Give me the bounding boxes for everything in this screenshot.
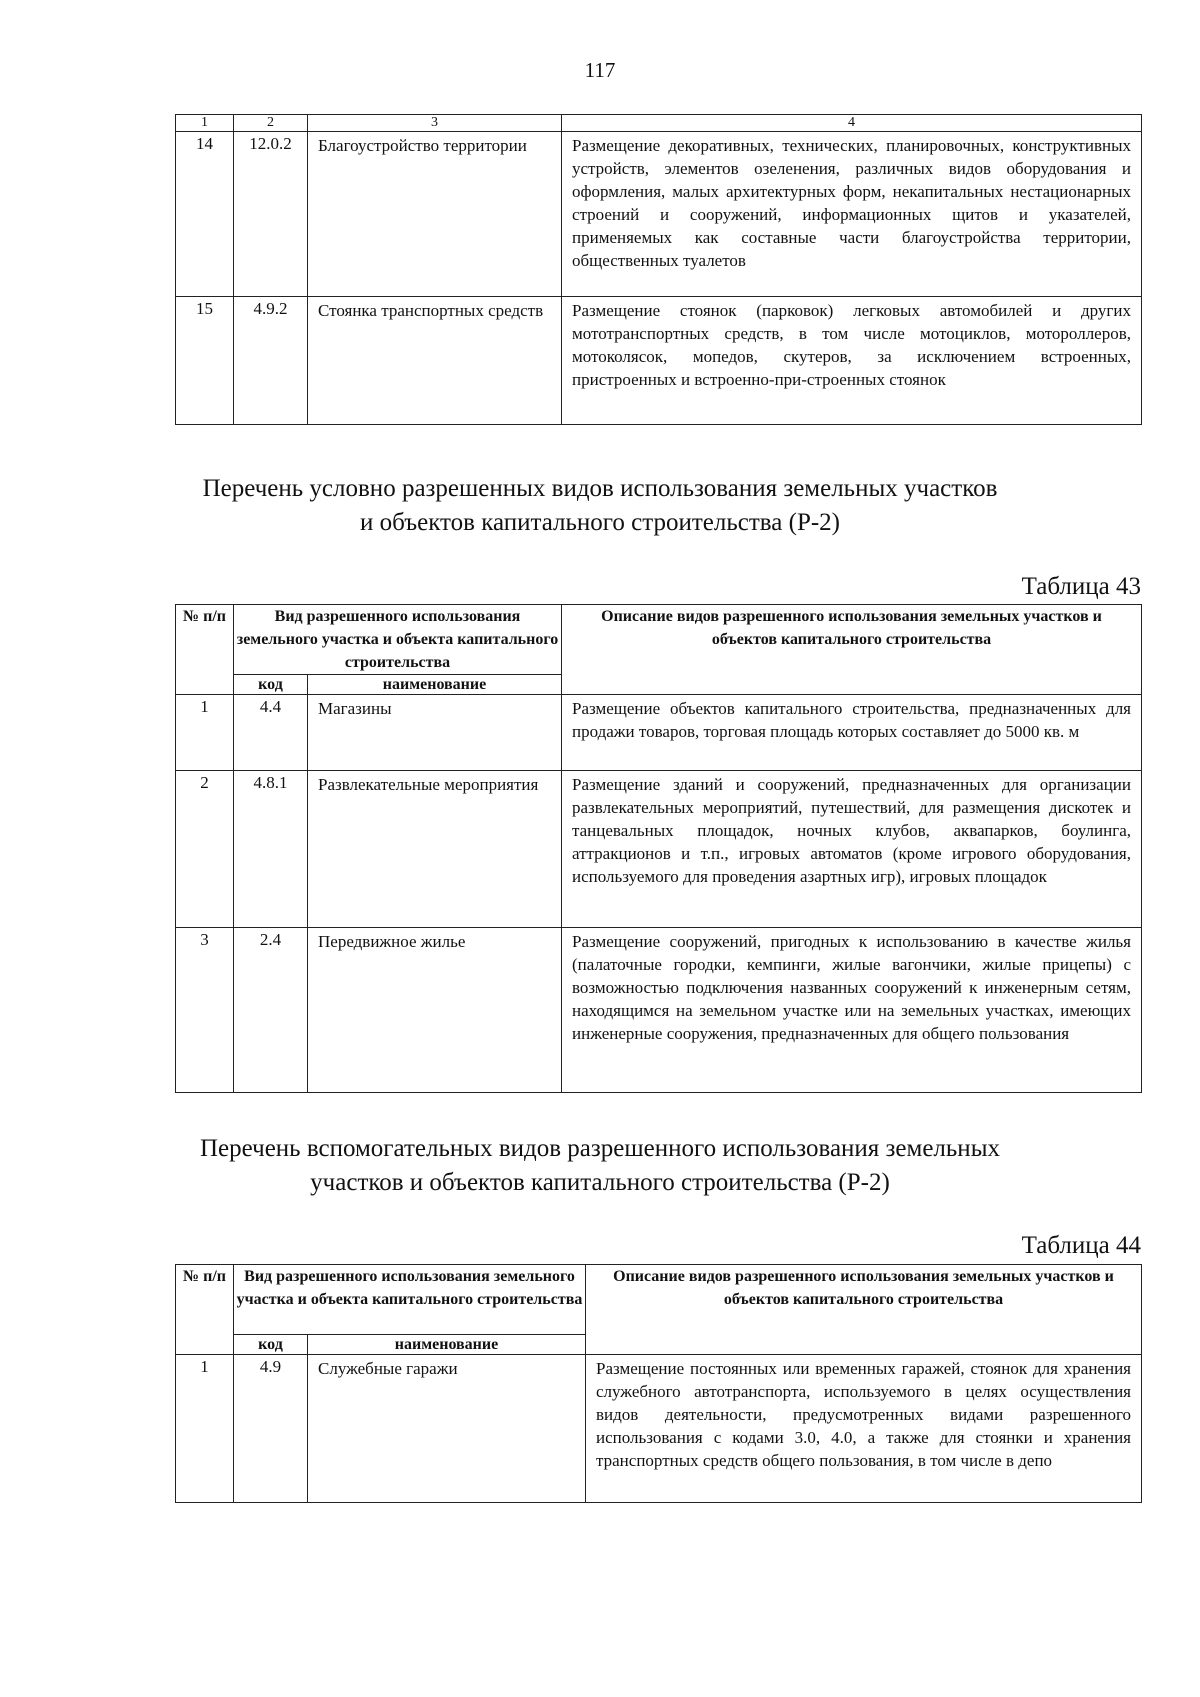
header-num: № п/п [176,605,234,695]
header-type-group: Вид разрешенного использования земельного участка и объекта капитального строительства [234,605,562,675]
row-name: Магазины [308,695,562,771]
header-code: код [234,1335,308,1355]
row-name: Развлекательные мероприятия [308,771,562,928]
row-number: 3 [176,928,234,1093]
row-name: Стоянка транспортных средств [308,297,562,425]
table-44-label: Таблица 44 [1021,1232,1141,1259]
row-description: Размещение зданий и сооружений, предназначенных для организации развлекательных мероприятий, путешествий, для размещения дискотек и танцевальных площадок, ночных клубов, аквапарков, боулинга, аттракционов и т.п., игровых автоматов (кроме игрового оборудования, используемого для проведения азартных игр), игровых площадок [562,771,1142,928]
continued-table [175,114,1142,425]
row-description: Размещение стоянок (парковок) легковых автомобилей и других мототранспортных средств, в том числе мотоциклов, мотороллеров, мотоколясок, мопедов, скутеров, за исключением встроенных, пристроенных и встроенно-при-строенных стоянок [562,297,1142,425]
row-description: Размещение сооружений, пригодных к использованию в качестве жилья (палаточные городки, кемпинги, жилые вагончики, жилые прицепы) с возможностью подключения названных сооружений к инженерным сетям, находящимся на земельном участке или на земельных участках, имеющих инженерные сооружения, предназначенных для общего пользования [562,928,1142,1093]
table-44 [175,1264,1142,1503]
table-row [176,695,1142,771]
row-name: Передвижное жилье [308,928,562,1093]
header-type-group: Вид разрешенного использования земельного участка и объекта капитального строительства [234,1265,586,1335]
row-name: Служебные гаражи [308,1355,586,1503]
row-code: 4.4 [234,695,308,771]
column-number: 4 [562,115,1142,132]
table-43 [175,604,1142,1093]
row-name: Благоустройство территории [308,132,562,297]
table-row [176,928,1142,1093]
table-row [176,132,1142,297]
column-number: 1 [176,115,234,132]
row-number: 14 [176,132,234,297]
row-description: Размещение декоративных, технических, планировочных, конструктивных устройств, элементов озеленения, различных видов оборудования и оформления, малых архитектурных форм, некапитальных нестационарных строений и сооружений, информационных щитов и указателей, применяемых как составные части благоустройства территории, общественных туалетов [562,132,1142,297]
row-number: 15 [176,297,234,425]
row-code: 2.4 [234,928,308,1093]
row-code: 4.9 [234,1355,308,1503]
row-number: 2 [176,771,234,928]
row-code: 4.9.2 [234,297,308,425]
row-number: 1 [176,1355,234,1503]
row-code: 12.0.2 [234,132,308,297]
column-number-row [176,115,1142,132]
table-row [176,297,1142,425]
header-description: Описание видов разрешенного использования земельных участков и объектов капитального строительства [562,605,1142,695]
section-title-conditional [0,472,1200,540]
row-number: 1 [176,695,234,771]
table-row [176,1355,1142,1503]
page-number: 117 [584,58,616,82]
table-43-label: Таблица 43 [1021,573,1141,600]
section-title-auxiliary [0,1132,1200,1200]
table-row [176,771,1142,928]
row-description: Размещение объектов капитального строительства, предназначенных для продажи товаров, торговая площадь которых составляет до 5000 кв. м [562,695,1142,771]
row-description: Размещение постоянных или временных гаражей, стоянок для хранения служебного автотранспорта, используемого в целях осуществления видов деятельности, предусмотренных видами разрешенного использования с кодами 3.0, 4.0, а также для стоянки и хранения транспортных средств общего пользования, в том числе в депо [586,1355,1142,1503]
header-name: наименование [308,1335,586,1355]
column-number: 3 [308,115,562,132]
header-code: код [234,675,308,695]
section-title-line: Перечень условно разрешенных видов использования земельных участков [202,475,998,502]
row-code: 4.8.1 [234,771,308,928]
section-title-line: Перечень вспомогательных видов разрешенного использования земельных [200,1135,1000,1162]
header-name: наименование [308,675,562,695]
column-number: 2 [234,115,308,132]
section-title-line: и объектов капитального строительства (Р-2) [359,509,841,536]
header-num: № п/п [176,1265,234,1355]
section-title-line: участков и объектов капитального строительства (Р-2) [310,1169,890,1196]
header-description: Описание видов разрешенного использования земельных участков и объектов капитального строительства [586,1265,1142,1355]
